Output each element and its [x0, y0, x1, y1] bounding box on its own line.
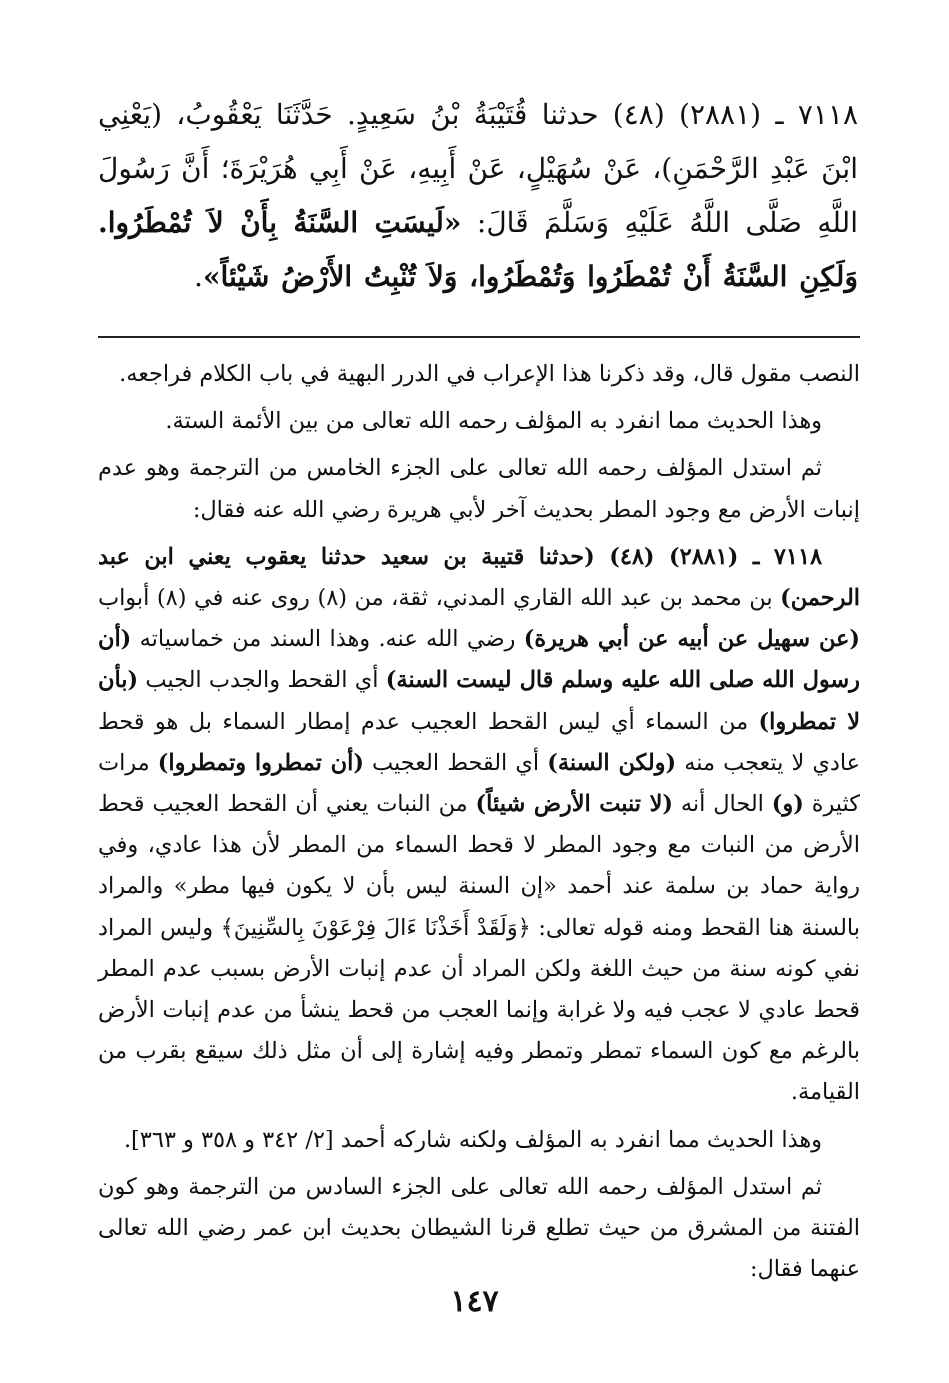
text-segment: مرات كثيرة [98, 749, 860, 818]
page-number: ١٤٧ [450, 1284, 499, 1319]
text-segment: من النبات يعني أن القحط العجيب قحط الأرض من النبات مع وجود المطر لا قحط السماء من المطر لأن هذا عادي، وفي رواية حماد بن سلمة عند أحمد «إن السنة ليس بأن لا يكون فيها مطر» والمراد بالسنة هنا القحط ومنه قوله تعالى: [98, 791, 860, 941]
commentary-paragraph-3: ثم استدل المؤلف رحمه الله تعالى على الجزء الخامس من الترجمة وهو عدم إنبات الأرض مع وجود المطر بحديث آخر لأبي هريرة رضي الله عنه فقال: [98, 455, 860, 523]
commentary-paragraph-6: ثم استدل المؤلف رحمه الله تعالى على الجزء السادس من الترجمة وهو كون الفتنة من المشرق من حيث تطلع قرنا الشيطان بحديث ابن عمر رضي الله تعالى عنهما فقال: [98, 1173, 860, 1283]
bold-segment: ٧١١٨ ـ (٢٨٨١) (٤٨) (حدثنا قتيبة بن سعيد حدثنا يعقوب يعني ابن عبد الرحمن) [98, 543, 860, 612]
text-segment: من السماء أي ليس القحط العجيب عدم إمطار السماء بل هو قحط عادي لا يتعجب منه [98, 708, 861, 776]
commentary-paragraph-1: النصب مقول قال، وقد ذكرنا هذا الإعراب في الدرر البهية في باب الكلام فراجعه. [119, 361, 860, 387]
commentary-paragraph-5: وهذا الحديث مما انفرد به المؤلف ولكنه شاركه أحمد [٢/ ٣٤٢ و ٣٥٨ و ٣٦٣]. [123, 1126, 822, 1153]
commentary-paragraph-2: وهذا الحديث مما انفرد به المؤلف رحمه الله تعالى من بين الأئمة الستة. [165, 408, 822, 435]
bold-segment: (و) [771, 791, 804, 818]
text-segment: وليس المراد نفي كونه سنة من حيث اللغة ولكن المراد أن عدم إنبات الأرض بسبب عدم المطر قحط عادي لا عجب فيه ولا غرابة وإنما العجب من قحط ينشأ من عدم إنبات الأرض بالرغم مع كون السماء تمطر وتمطر وفيه إشارة إلى أن مثل ذلك سيقع بقرب من القيامة. [98, 914, 860, 1106]
bold-segment: (لا تنبت الأرض شيئاً) [475, 791, 673, 818]
commentary [98, 354, 860, 1296]
quran-quote: ﴿وَلَقَدْ أَخَذْنَا ءَالَ فِرْعَوْنَ بِالسِّنِينَ﴾ [220, 914, 531, 941]
hadith-text [98, 88, 858, 304]
hadith-quote: «لَيسَتِ السَّنَةُ بِأَنْ لاَ تُمْطَرُوا. وَلَكِنِ السَّنَةُ أَنْ تُمْطَرُوا وَتُمْطَرُوا، وَلاَ تُنْبِتُ الأَرْضُ شَيْئاً» [98, 206, 858, 293]
bold-segment: (عن سهيل عن أبيه عن أبي هريرة) [523, 626, 861, 653]
text-segment: بن محمد بن عبد الله القاري المدني، ثقة، من (٨) روى عنه في (٨) أبواب [98, 585, 781, 612]
bold-segment: (بأن لا تمطروا) [98, 667, 860, 735]
text-segment: رضي الله عنه. وهذا السند من خماسياته [131, 626, 524, 653]
text-segment: الحال أنه [672, 791, 772, 818]
footnote-separator [98, 336, 860, 338]
text-segment: أي القحط والجدب الجيب [138, 667, 386, 694]
hadith-suffix: . [194, 260, 203, 293]
bold-segment: (ولكن السنة) [547, 749, 677, 776]
text-segment: أي القحط العجيب [363, 749, 548, 776]
commentary-paragraph-4 [98, 537, 860, 1114]
bold-segment: (أن رسول الله صلى الله عليه وسلم قال ليست السنة) [98, 626, 860, 694]
bold-segment: (أن تمطروا وتمطروا) [157, 749, 364, 776]
hadith-prefix: ٧١١٨ ـ (٢٨٨١) (٤٨) حدثنا قُتَيْبَةُ بْنُ سَعِيدٍ. حَدَّثَنَا يَعْقُوبُ، (يَعْنِي ابْنَ عَبْدِ الرَّحْمَنِ)، عَنْ سُهَيْلٍ، عَنْ أَبِيهِ، عَنْ أَبِي هُرَيْرَةَ؛ أَنَّ رَسُولَ اللَّهِ صَلَّى اللَّهُ عَلَيْهِ وَسَلَّمَ قَالَ: [98, 98, 858, 239]
